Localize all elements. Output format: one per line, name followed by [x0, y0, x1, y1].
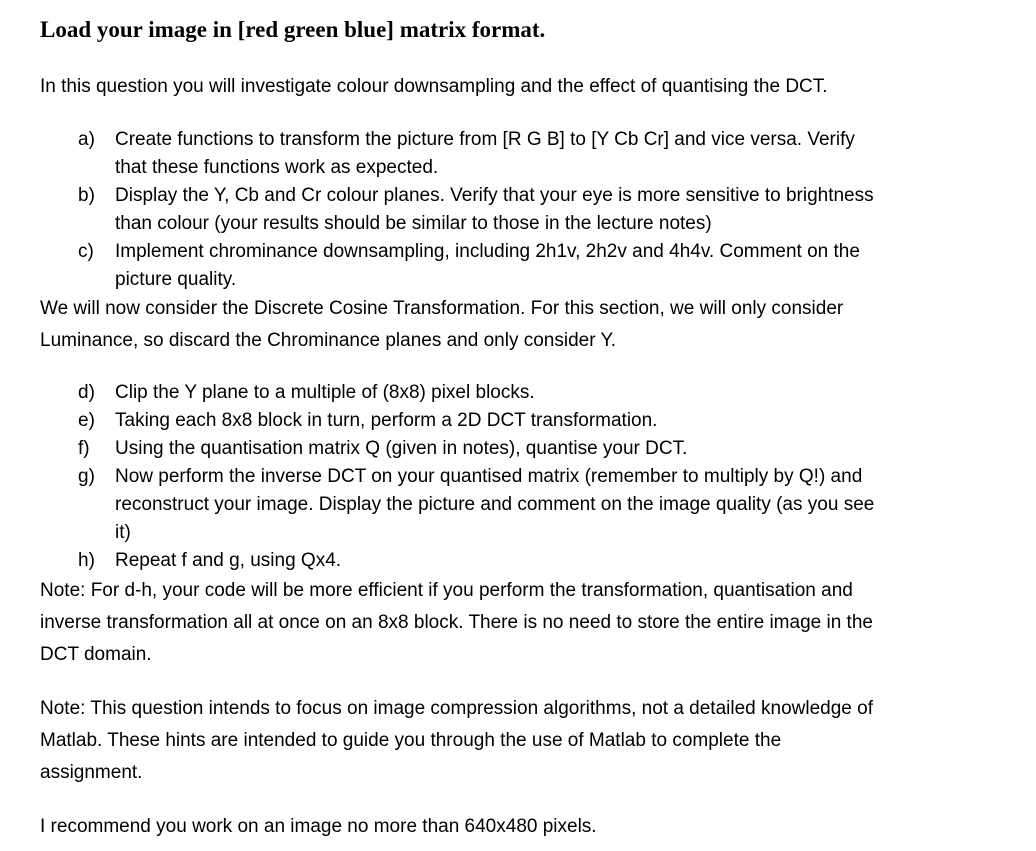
- task-list-colour: [0, 126, 975, 294]
- document-title: Load your image in [red green blue] matrix format.: [40, 17, 546, 42]
- text-line: Repeat f and g, using Qx4.: [115, 550, 342, 571]
- list-item-c: [0, 238, 975, 294]
- text-line: it): [115, 522, 131, 543]
- text-line: Taking each 8x8 block in turn, perform a 2D DCT transformation.: [115, 410, 658, 431]
- list-item-text: [115, 407, 975, 435]
- text-line: Now perform the inverse DCT on your quantised matrix (remember to multiply by Q!) and: [115, 466, 863, 487]
- list-item-b: [0, 182, 975, 238]
- list-item-f: [0, 435, 975, 463]
- list-marker: f): [78, 438, 90, 459]
- intro-paragraph: In this question you will investigate colour downsampling and the effect of quantising the DCT.: [40, 76, 828, 97]
- dct-paragraph: [40, 293, 843, 357]
- text-line: picture quality.: [115, 269, 237, 290]
- list-item-text: [115, 547, 975, 575]
- text-line: inverse transformation all at once on an 8x8 block. There is no need to store the entire image in the: [40, 612, 873, 633]
- list-marker: a): [78, 129, 95, 150]
- list-item-d: [0, 379, 975, 407]
- text-line: Clip the Y plane to a multiple of (8x8) pixel blocks.: [115, 382, 535, 403]
- text-line: Note: For d-h, your code will be more efficient if you perform the transformation, quantisation and: [40, 580, 853, 601]
- text-line: Note: This question intends to focus on image compression algorithms, not a detailed knowledge of: [40, 698, 873, 719]
- list-marker: d): [78, 382, 95, 403]
- list-item-g: [0, 463, 975, 547]
- list-item-e: [0, 407, 975, 435]
- list-marker: e): [78, 410, 95, 431]
- text-line: Create functions to transform the picture from [R G B] to [Y Cb Cr] and vice versa. Verify: [115, 129, 855, 150]
- list-item-text: [115, 435, 975, 463]
- text-line: than colour (your results should be similar to those in the lecture notes): [115, 213, 712, 234]
- image-size-recommendation: I recommend you work on an image no more than 640x480 pixels.: [40, 816, 597, 837]
- text-line: Matlab. These hints are intended to guide you through the use of Matlab to complete the: [40, 730, 782, 751]
- efficiency-note: [40, 575, 873, 671]
- list-marker: g): [78, 466, 95, 487]
- list-item-text: [115, 463, 975, 547]
- list-item-h: [0, 547, 975, 575]
- matlab-note: [40, 693, 873, 789]
- list-marker: h): [78, 550, 95, 571]
- text-line: assignment.: [40, 762, 143, 783]
- list-item-text: [115, 182, 975, 238]
- text-line: Luminance, so discard the Chrominance planes and only consider Y.: [40, 330, 616, 351]
- task-list-dct: [0, 379, 975, 575]
- text-line: DCT domain.: [40, 644, 152, 665]
- list-item-text: [115, 126, 975, 182]
- text-line: Display the Y, Cb and Cr colour planes. Verify that your eye is more sensitive to brightness: [115, 185, 874, 206]
- list-marker: b): [78, 185, 95, 206]
- list-marker: c): [78, 241, 94, 262]
- list-item-text: [115, 379, 975, 407]
- text-line: Implement chrominance downsampling, including 2h1v, 2h2v and 4h4v. Comment on the: [115, 241, 860, 262]
- text-line: Using the quantisation matrix Q (given in notes), quantise your DCT.: [115, 438, 688, 459]
- text-line: that these functions work as expected.: [115, 157, 439, 178]
- list-item-text: [115, 238, 975, 294]
- text-line: reconstruct your image. Display the picture and comment on the image quality (as you see: [115, 494, 875, 515]
- list-item-a: [0, 126, 975, 182]
- text-line: We will now consider the Discrete Cosine Transformation. For this section, we will only consider: [40, 298, 844, 319]
